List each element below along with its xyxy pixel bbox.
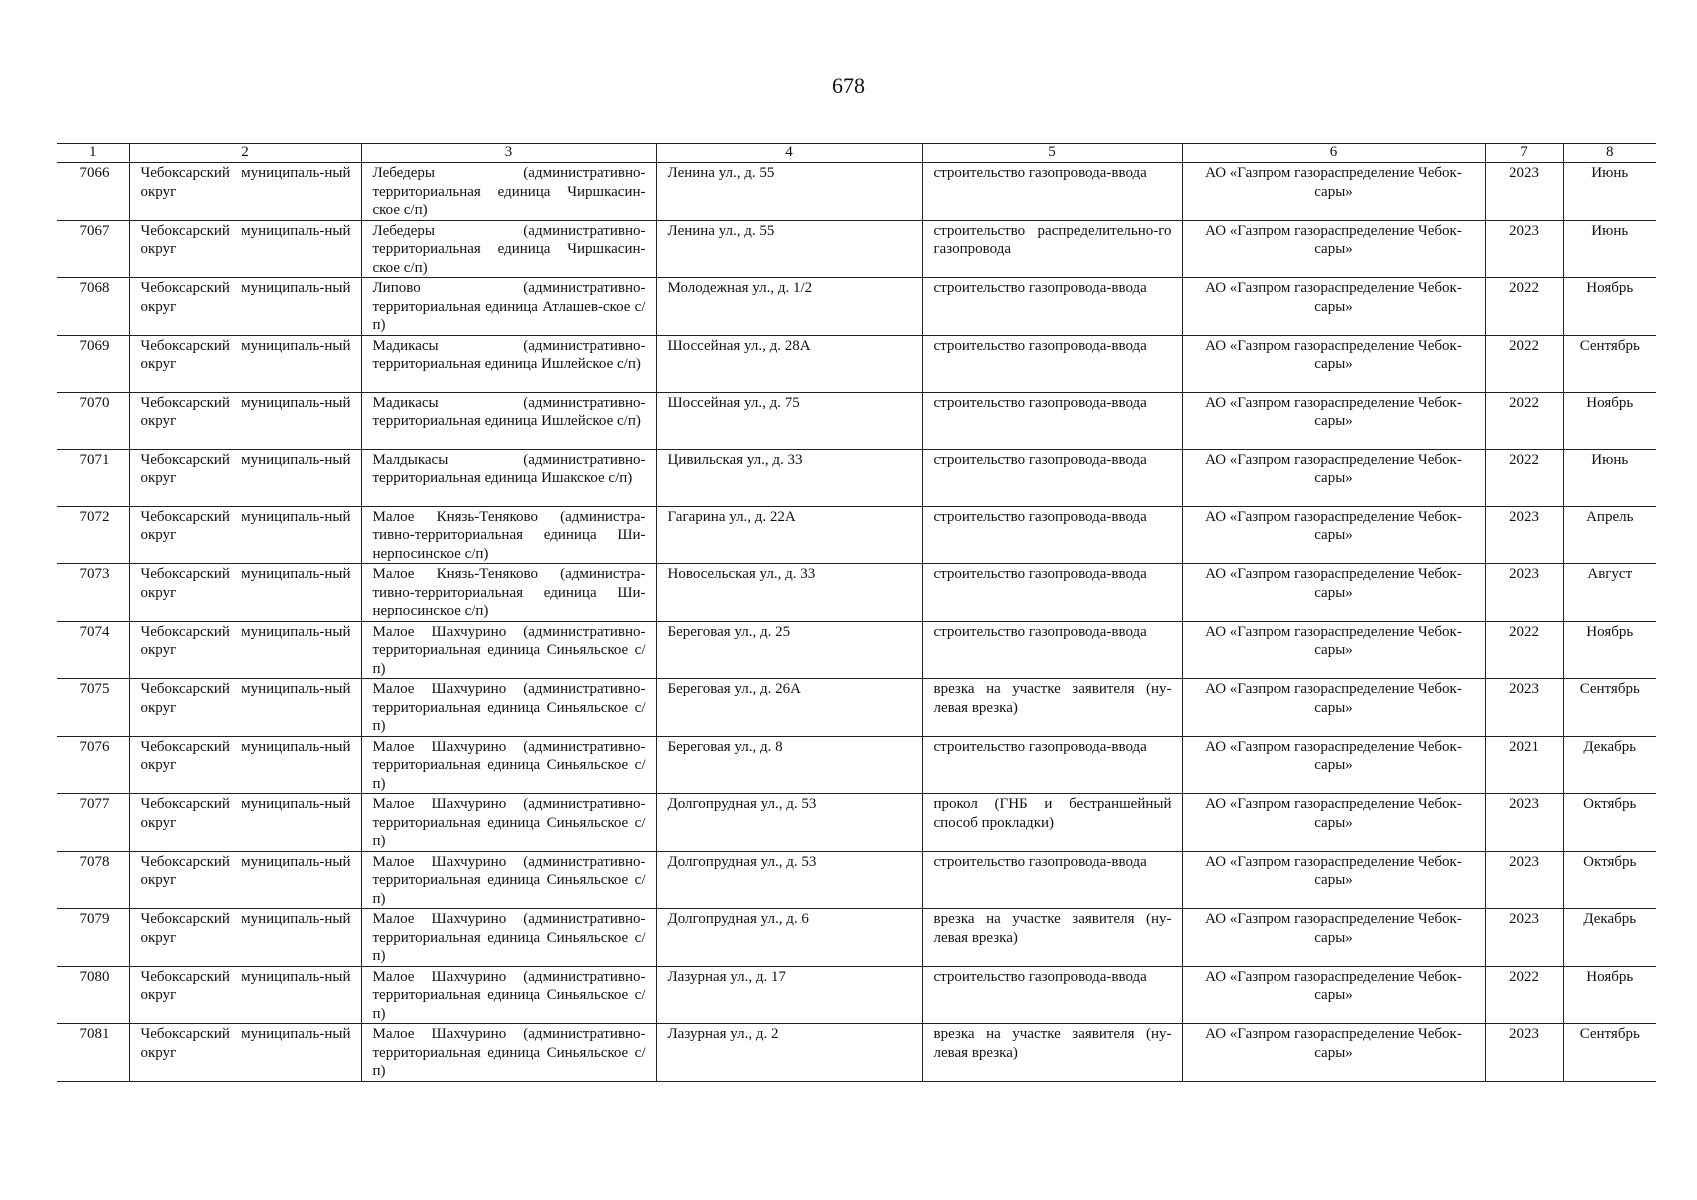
month-cell: Апрель: [1563, 506, 1656, 564]
work-type-cell: врезка на участке заявителя (ну-левая врезка): [922, 909, 1182, 967]
year-cell: 2023: [1485, 1024, 1563, 1082]
work-type-cell: строительство газопровода-ввода: [922, 335, 1182, 392]
row-number-cell: 7076: [57, 736, 129, 794]
organization-cell: АО «Газпром газораспределение Чебок-сары»: [1182, 621, 1485, 679]
year-cell: 2022: [1485, 966, 1563, 1024]
row-number-cell: 7081: [57, 1024, 129, 1082]
settlement-cell: Лебедеры (административно-территориальная единица Чиршкасин-ское с/п): [361, 163, 656, 221]
table-row: [57, 163, 1656, 221]
settlement-cell: Малое Шахчурино (административно-территориальная единица Синьяльское с/п): [361, 909, 656, 967]
table-header-row: [57, 144, 1656, 163]
year-cell: 2022: [1485, 392, 1563, 449]
work-type-cell: строительство газопровода-ввода: [922, 736, 1182, 794]
district-cell: Чебоксарский муниципаль-ный округ: [129, 909, 361, 967]
year-cell: 2023: [1485, 851, 1563, 909]
work-type-cell: врезка на участке заявителя (ну-левая врезка): [922, 679, 1182, 737]
month-cell: Сентябрь: [1563, 679, 1656, 737]
district-cell: Чебоксарский муниципаль-ный округ: [129, 392, 361, 449]
district-cell: Чебоксарский муниципаль-ный округ: [129, 736, 361, 794]
address-cell: Ленина ул., д. 55: [656, 220, 922, 278]
table-row: [57, 909, 1656, 967]
settlement-cell: Малое Князь-Теняково (администра-тивно-территориальная единица Ши-нерпосинское с/п): [361, 564, 656, 622]
column-header: 5: [922, 144, 1182, 163]
month-cell: Ноябрь: [1563, 278, 1656, 336]
month-cell: Июнь: [1563, 220, 1656, 278]
work-type-cell: строительство газопровода-ввода: [922, 621, 1182, 679]
month-cell: Ноябрь: [1563, 621, 1656, 679]
row-number-cell: 7077: [57, 794, 129, 852]
table-row: [57, 966, 1656, 1024]
table-row: [57, 621, 1656, 679]
address-cell: Шоссейная ул., д. 75: [656, 392, 922, 449]
address-cell: Шоссейная ул., д. 28А: [656, 335, 922, 392]
address-cell: Ленина ул., д. 55: [656, 163, 922, 221]
row-number-cell: 7075: [57, 679, 129, 737]
organization-cell: АО «Газпром газораспределение Чебок-сары»: [1182, 966, 1485, 1024]
work-type-cell: строительство газопровода-ввода: [922, 392, 1182, 449]
table-row: [57, 220, 1656, 278]
organization-cell: АО «Газпром газораспределение Чебок-сары»: [1182, 564, 1485, 622]
settlement-cell: Малое Шахчурино (административно-территориальная единица Синьяльское с/п): [361, 621, 656, 679]
district-cell: Чебоксарский муниципаль-ный округ: [129, 163, 361, 221]
table-row: [57, 679, 1656, 737]
organization-cell: АО «Газпром газораспределение Чебок-сары»: [1182, 392, 1485, 449]
settlement-cell: Малое Шахчурино (административно-территориальная единица Синьяльское с/п): [361, 851, 656, 909]
year-cell: 2022: [1485, 335, 1563, 392]
settlement-cell: Малое Шахчурино (административно-территориальная единица Синьяльское с/п): [361, 736, 656, 794]
address-cell: Новосельская ул., д. 33: [656, 564, 922, 622]
organization-cell: АО «Газпром газораспределение Чебок-сары»: [1182, 449, 1485, 506]
settlement-cell: Малое Шахчурино (административно-территориальная единица Синьяльское с/п): [361, 966, 656, 1024]
row-number-cell: 7066: [57, 163, 129, 221]
address-cell: Цивильская ул., д. 33: [656, 449, 922, 506]
year-cell: 2023: [1485, 220, 1563, 278]
year-cell: 2023: [1485, 679, 1563, 737]
district-cell: Чебоксарский муниципаль-ный округ: [129, 966, 361, 1024]
month-cell: Июнь: [1563, 449, 1656, 506]
work-type-cell: строительство распределительно-го газопровода: [922, 220, 1182, 278]
month-cell: Декабрь: [1563, 909, 1656, 967]
row-number-cell: 7068: [57, 278, 129, 336]
district-cell: Чебоксарский муниципаль-ный округ: [129, 621, 361, 679]
organization-cell: АО «Газпром газораспределение Чебок-сары»: [1182, 909, 1485, 967]
row-number-cell: 7078: [57, 851, 129, 909]
month-cell: Июнь: [1563, 163, 1656, 221]
year-cell: 2023: [1485, 564, 1563, 622]
work-type-cell: строительство газопровода-ввода: [922, 449, 1182, 506]
column-header: 3: [361, 144, 656, 163]
settlement-cell: Малое Князь-Теняково (администра-тивно-территориальная единица Ши-нерпосинское с/п): [361, 506, 656, 564]
address-cell: Береговая ул., д. 8: [656, 736, 922, 794]
table-row: [57, 851, 1656, 909]
work-type-cell: строительство газопровода-ввода: [922, 506, 1182, 564]
address-cell: Береговая ул., д. 25: [656, 621, 922, 679]
address-cell: Долгопрудная ул., д. 6: [656, 909, 922, 967]
table-row: [57, 335, 1656, 392]
row-number-cell: 7069: [57, 335, 129, 392]
year-cell: 2023: [1485, 163, 1563, 221]
organization-cell: АО «Газпром газораспределение Чебок-сары»: [1182, 506, 1485, 564]
organization-cell: АО «Газпром газораспределение Чебок-сары»: [1182, 335, 1485, 392]
district-cell: Чебоксарский муниципаль-ный округ: [129, 278, 361, 336]
work-type-cell: строительство газопровода-ввода: [922, 966, 1182, 1024]
district-cell: Чебоксарский муниципаль-ный округ: [129, 506, 361, 564]
organization-cell: АО «Газпром газораспределение Чебок-сары»: [1182, 1024, 1485, 1082]
month-cell: Ноябрь: [1563, 392, 1656, 449]
organization-cell: АО «Газпром газораспределение Чебок-сары»: [1182, 679, 1485, 737]
year-cell: 2022: [1485, 621, 1563, 679]
table-row: [57, 736, 1656, 794]
settlement-cell: Малое Шахчурино (административно-территориальная единица Синьяльское с/п): [361, 679, 656, 737]
year-cell: 2023: [1485, 794, 1563, 852]
work-type-cell: врезка на участке заявителя (ну-левая врезка): [922, 1024, 1182, 1082]
column-header: 8: [1563, 144, 1656, 163]
month-cell: Август: [1563, 564, 1656, 622]
organization-cell: АО «Газпром газораспределение Чебок-сары»: [1182, 278, 1485, 336]
address-cell: Береговая ул., д. 26А: [656, 679, 922, 737]
year-cell: 2023: [1485, 506, 1563, 564]
row-number-cell: 7071: [57, 449, 129, 506]
column-header: 6: [1182, 144, 1485, 163]
table-row: [57, 392, 1656, 449]
district-cell: Чебоксарский муниципаль-ный округ: [129, 564, 361, 622]
work-type-cell: строительство газопровода-ввода: [922, 278, 1182, 336]
year-cell: 2021: [1485, 736, 1563, 794]
address-cell: Лазурная ул., д. 17: [656, 966, 922, 1024]
row-number-cell: 7067: [57, 220, 129, 278]
month-cell: Сентябрь: [1563, 1024, 1656, 1082]
district-cell: Чебоксарский муниципаль-ный округ: [129, 794, 361, 852]
settlement-cell: Лебедеры (административно-территориальная единица Чиршкасин-ское с/п): [361, 220, 656, 278]
organization-cell: АО «Газпром газораспределение Чебок-сары»: [1182, 163, 1485, 221]
row-number-cell: 7074: [57, 621, 129, 679]
row-number-cell: 7080: [57, 966, 129, 1024]
address-cell: Гагарина ул., д. 22А: [656, 506, 922, 564]
address-cell: Долгопрудная ул., д. 53: [656, 794, 922, 852]
year-cell: 2023: [1485, 909, 1563, 967]
data-table: [57, 143, 1656, 1082]
district-cell: Чебоксарский муниципаль-ный округ: [129, 679, 361, 737]
address-cell: Долгопрудная ул., д. 53: [656, 851, 922, 909]
table-row: [57, 449, 1656, 506]
row-number-cell: 7079: [57, 909, 129, 967]
work-type-cell: строительство газопровода-ввода: [922, 564, 1182, 622]
work-type-cell: строительство газопровода-ввода: [922, 163, 1182, 221]
settlement-cell: Мадикасы (административно-территориальная единица Ишлейское с/п): [361, 335, 656, 392]
settlement-cell: Малое Шахчурино (административно-территориальная единица Синьяльское с/п): [361, 794, 656, 852]
district-cell: Чебоксарский муниципаль-ный округ: [129, 335, 361, 392]
column-header: 2: [129, 144, 361, 163]
row-number-cell: 7073: [57, 564, 129, 622]
district-cell: Чебоксарский муниципаль-ный округ: [129, 449, 361, 506]
organization-cell: АО «Газпром газораспределение Чебок-сары»: [1182, 794, 1485, 852]
month-cell: Октябрь: [1563, 794, 1656, 852]
page-number: 678: [832, 73, 865, 98]
address-cell: Лазурная ул., д. 2: [656, 1024, 922, 1082]
year-cell: 2022: [1485, 278, 1563, 336]
row-number-cell: 7072: [57, 506, 129, 564]
table-body: [57, 163, 1656, 1082]
settlement-cell: Мадикасы (административно-территориальная единица Ишлейское с/п): [361, 392, 656, 449]
table-row: [57, 1024, 1656, 1082]
column-header: 1: [57, 144, 129, 163]
organization-cell: АО «Газпром газораспределение Чебок-сары»: [1182, 220, 1485, 278]
month-cell: Сентябрь: [1563, 335, 1656, 392]
month-cell: Октябрь: [1563, 851, 1656, 909]
district-cell: Чебоксарский муниципаль-ный округ: [129, 851, 361, 909]
month-cell: Ноябрь: [1563, 966, 1656, 1024]
organization-cell: АО «Газпром газораспределение Чебок-сары»: [1182, 736, 1485, 794]
district-cell: Чебоксарский муниципаль-ный округ: [129, 1024, 361, 1082]
work-type-cell: строительство газопровода-ввода: [922, 851, 1182, 909]
settlement-cell: Малое Шахчурино (административно-территориальная единица Синьяльское с/п): [361, 1024, 656, 1082]
settlement-cell: Малдыкасы (административно-территориальная единица Ишакское с/п): [361, 449, 656, 506]
column-header: 7: [1485, 144, 1563, 163]
settlement-cell: Липово (административно-территориальная единица Атлашев-ское с/п): [361, 278, 656, 336]
column-header: 4: [656, 144, 922, 163]
work-type-cell: прокол (ГНБ и бестраншейный способ прокладки): [922, 794, 1182, 852]
district-cell: Чебоксарский муниципаль-ный округ: [129, 220, 361, 278]
year-cell: 2022: [1485, 449, 1563, 506]
table-row: [57, 278, 1656, 336]
table-row: [57, 564, 1656, 622]
table-row: [57, 794, 1656, 852]
address-cell: Молодежная ул., д. 1/2: [656, 278, 922, 336]
row-number-cell: 7070: [57, 392, 129, 449]
table-row: [57, 506, 1656, 564]
month-cell: Декабрь: [1563, 736, 1656, 794]
organization-cell: АО «Газпром газораспределение Чебок-сары»: [1182, 851, 1485, 909]
